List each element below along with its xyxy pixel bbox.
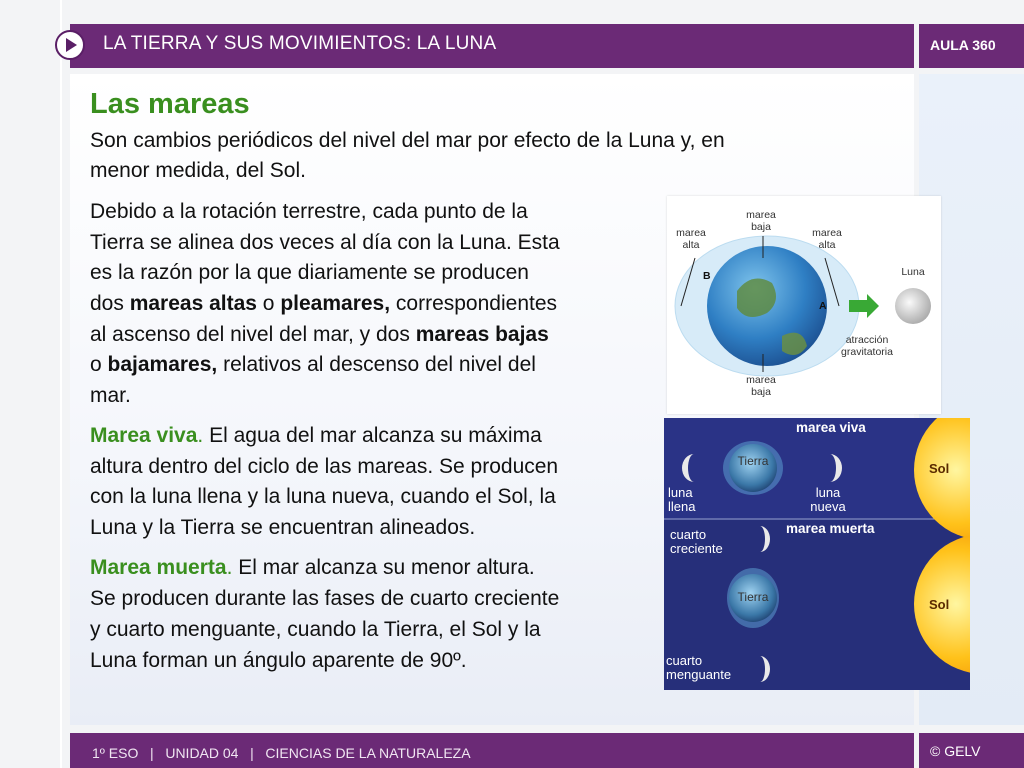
text-line [90, 289, 557, 320]
text-line [90, 421, 542, 452]
label-line: marea [746, 374, 776, 386]
label-point-a: A [819, 300, 827, 312]
earth-label: Tierra [737, 454, 769, 468]
label-line: cuarto [666, 653, 703, 668]
text-line: Se producen durante las fases de cuarto creciente [90, 587, 560, 610]
text-run: dos [90, 292, 130, 315]
text-line [90, 553, 535, 584]
text-run: al ascenso del nivel del mar, y dos [90, 323, 416, 346]
label-point-b: B [703, 270, 711, 282]
spring-neap-tides-diagram [664, 418, 970, 690]
label-line: menguante [666, 667, 732, 682]
sun-label: Sol [929, 597, 950, 612]
label-attraction [831, 334, 903, 358]
text-run: o [90, 353, 108, 376]
label-last-quarter [666, 654, 746, 682]
label-line: llena [668, 499, 696, 514]
label-line: alta [818, 239, 836, 251]
footer-copyright: © GELV [930, 743, 981, 759]
term-mareas-altas: mareas altas [129, 292, 257, 315]
left-stripe [60, 0, 62, 768]
label-line: gravitatoria [841, 346, 893, 358]
label-line: nueva [810, 499, 846, 514]
text-run: El agua del mar alcanza su máxima [203, 424, 542, 447]
term-marea-muerta: Marea muerta [90, 556, 227, 579]
text-run: relativos al descenso del nivel del [217, 353, 536, 376]
text-line: y cuarto menguante, cuando la Tierra, el Sol y la [90, 618, 541, 641]
text-line [90, 320, 549, 351]
moon-icon [895, 288, 931, 324]
label-new-moon [806, 486, 850, 514]
text-line: altura dentro del ciclo de las mareas. Se producen [90, 455, 559, 478]
earth-label: Tierra [737, 590, 769, 604]
text-line: mar. [90, 384, 131, 407]
label-moon: Luna [901, 266, 925, 278]
label-line: marea [746, 209, 776, 221]
header-badge: AULA 360 [930, 37, 996, 53]
label-line: marea [812, 227, 842, 239]
label-marea-baja-top [741, 209, 781, 233]
label-line: baja [751, 386, 771, 398]
term-marea-viva: Marea viva [90, 424, 198, 447]
term-dot: . [226, 556, 233, 579]
text-run: o [256, 292, 281, 315]
text-line [90, 350, 536, 381]
text-line: Luna y la Tierra se encuentran alineados. [90, 516, 476, 539]
label-line: creciente [670, 541, 723, 556]
play-icon[interactable] [55, 30, 85, 60]
sun-label: Sol [929, 461, 950, 476]
earth-icon [729, 444, 777, 492]
label-line: atracción [845, 334, 889, 346]
intro-line: menor medida, del Sol. [90, 159, 306, 182]
label-line: baja [751, 221, 771, 233]
label-first-quarter [670, 528, 740, 556]
text-line: es la razón por la que diariamente se producen [90, 261, 529, 284]
text-run: correspondientes [390, 292, 558, 315]
term-dot: . [197, 424, 204, 447]
term-bajamares: bajamares, [107, 353, 218, 376]
text-line: Debido a la rotación terrestre, cada punto de la [90, 200, 528, 223]
text-line: Luna forman un ángulo aparente de 90º. [90, 649, 467, 672]
text-line: Tierra se alinea dos veces al día con la Luna. Esta [90, 231, 560, 254]
text-run: El mar alcanza su menor altura. [232, 556, 535, 579]
term-mareas-bajas: mareas bajas [415, 323, 549, 346]
label-marea-baja-bottom [741, 374, 781, 398]
label-line: marea [676, 227, 706, 239]
intro-line: Son cambios periódicos del nivel del mar por efecto de la Luna y, en [90, 129, 725, 152]
footer-breadcrumb: 1º ESO | UNIDAD 04 | CIENCIAS DE LA NATURALEZA [92, 745, 471, 761]
label-line: cuarto [670, 527, 707, 542]
text-line: con la luna llena y la luna nueva, cuando el Sol, la [90, 485, 556, 508]
heading-marea-muerta: marea muerta [786, 521, 875, 536]
label-line: alta [682, 239, 700, 251]
label-full-moon [668, 486, 708, 514]
label-marea-alta-left [671, 227, 711, 251]
label-line: luna [815, 485, 841, 500]
term-pleamares: pleamares, [280, 292, 391, 315]
tides-diagram [667, 196, 941, 414]
label-marea-alta-right [807, 227, 847, 251]
header-title: LA TIERRA Y SUS MOVIMIENTOS: LA LUNA [103, 33, 497, 54]
label-line: luna [668, 485, 693, 500]
page-title: Las mareas [90, 88, 250, 120]
heading-marea-viva: marea viva [796, 420, 866, 435]
